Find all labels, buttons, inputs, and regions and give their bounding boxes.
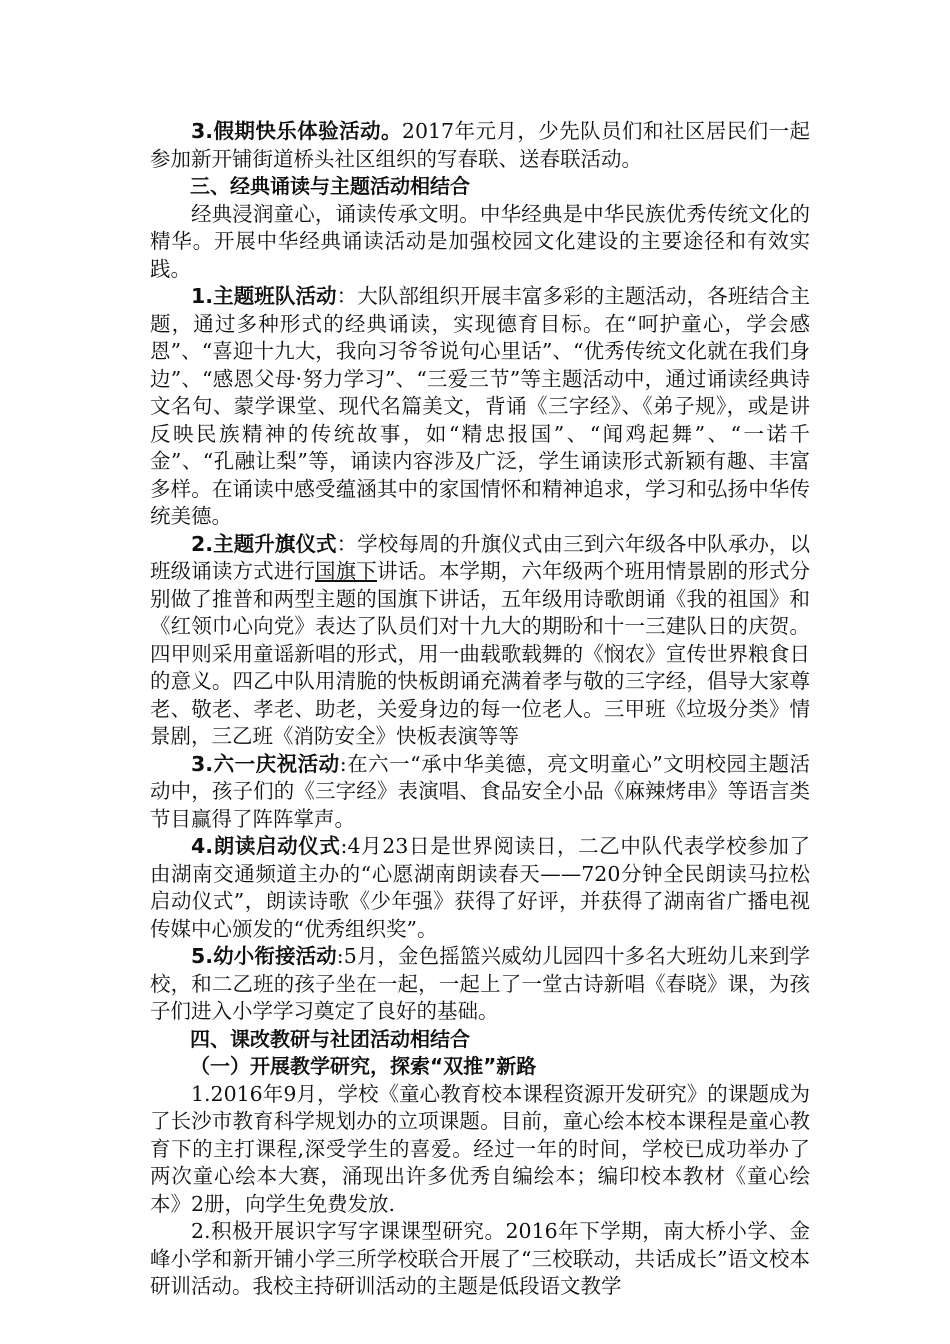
paragraph-body: :在六一“承中华美德，亮文明童心”文明校园主题活动中，孩子们的《三字经》表演唱、食品安全小品《麻辣烤串》等语言类节目赢得了阵阵掌声。 (150, 751, 810, 831)
subsection-heading-4-1: （一）开展教学研究，探索“双推”新路 (190, 1054, 537, 1078)
paragraph-lead: 3.六一庆祝活动 (191, 751, 340, 776)
paragraph-holiday-activity (150, 118, 810, 173)
paragraph-reading-launch (150, 833, 810, 943)
paragraph-flag-ceremony (150, 531, 810, 751)
paragraph-literacy-research: 2.积极开展识字写字课课型研究。2016年下学期，南大桥小学、金峰小学和新开铺小学三所学校联合开展了“三校联动，共话成长”语文校本研训活动。我校主持研训活动的主题是低段语文教学 (150, 1219, 810, 1298)
document-page (150, 118, 810, 1301)
section-heading-4: 四、课改教研与社团活动相结合 (190, 1026, 470, 1051)
paragraph-theme-class-activity (150, 283, 810, 531)
paragraph-lead: 1.主题班队活动 (191, 284, 337, 308)
paragraph-body: :5月，金色摇篮兴威幼儿园四十多名大班幼儿来到学校，和二乙班的孩子坐在一起，一起上了一堂古诗新唱《春晓》课，为孩子们进入小学学习奠定了良好的基础。 (150, 944, 810, 1023)
paragraph-research-project: 1.2016年9月，学校《童心教育校本课程资源开发研究》的课题成为了长沙市教育科学规划办的立项课题。目前，童心绘本校本课程是童心教育下的主打课程,深受学生的喜爱。经过一年的时间，学校已成功举办了两次童心绘本大赛，涌现出许多优秀自编绘本；编印校本教材《童心绘本》2册，向学生免费发放. (150, 1081, 810, 1216)
paragraph-lead: 3.假期快乐体验活动。 (191, 119, 402, 143)
paragraph-body: ：大队部组织开展丰富多彩的主题活动，各班结合主题，通过多种形式的经典诵读，实现德育目标。在“呵护童心，学会感恩”、“喜迎十九大，我向习爷爷说句心里话”、“优秀传统文化就在我们身边”、“感恩父母·努力学习”、“三爱三节”等主题活动中，通过诵读经典诗文名句、蒙学课堂、现代名篇美文，背诵《三字经》、《弟子规》，或是讲反映民族精神的传统故事，如“精忠报国”、“闻鸡起舞”、“一诺千金”、“孔融让梨”等，诵读内容涉及广泛，学生诵读形式新颖有趣、丰富多样。在诵读中感受蕴涵其中的家国情怀和精神追求，学习和弘扬中华传统美德。 (150, 284, 810, 528)
paragraph-childrens-day (150, 751, 810, 834)
paragraph-lead: 2.主题升旗仪式 (191, 531, 337, 556)
paragraph-body: 2017年元月，少先队员们和社区居民们一起参加新开铺街道桥头社区组织的写春联、送春联活动。 (150, 119, 810, 171)
underlined-text: 国旗下 (315, 559, 377, 583)
section-heading-3: 三、经典诵读与主题活动相结合 (190, 174, 470, 198)
paragraph-body: 讲话。本学期，六年级两个班用情景剧的形式分别做了推普和两型主题的国旗下讲话，五年级用诗歌朗诵《我的祖国》和《红领巾心向党》表达了队员们对十九大的期盼和十一三建队日的庆贺。四甲则采用童谣新唱的形式，用一曲载歌载舞的《悯农》宣传世界粮食日的意义。四乙中队用清脆的快板朗诵充满着孝与敬的三字经，倡导大家尊老、敬老、孝老、助老，关爱身边的每一位老人。三甲班《垃圾分类》情景剧，三乙班《消防安全》快板表演等等 (150, 559, 811, 748)
paragraph-lead: 5.幼小衔接活动 (191, 944, 337, 968)
paragraph-classic-reading-intro: 经典浸润童心，诵读传承文明。中华经典是中华民族优秀传统文化的精华。开展中华经典诵读活动是加强校园文化建设的主要途径和有效实践。 (150, 201, 810, 281)
paragraph-lead: 4.朗读启动仪式 (191, 834, 341, 858)
paragraph-kindergarten-transition (150, 943, 810, 1026)
paragraph-body: ：学校每周的升旗仪式由三到六年级各中队承办，以班级诵读方式进行 (150, 531, 810, 583)
paragraph-body: :4月23日是世界阅读日，二乙中队代表学校参加了由湖南交通频道主办的“心愿湖南朗读春天——720分钟全民朗读马拉松启动仪式”，朗读诗歌《少年强》获得了好评，并获得了湖南省广播电视传媒中心颁发的“优秀组织奖”。 (150, 834, 810, 941)
